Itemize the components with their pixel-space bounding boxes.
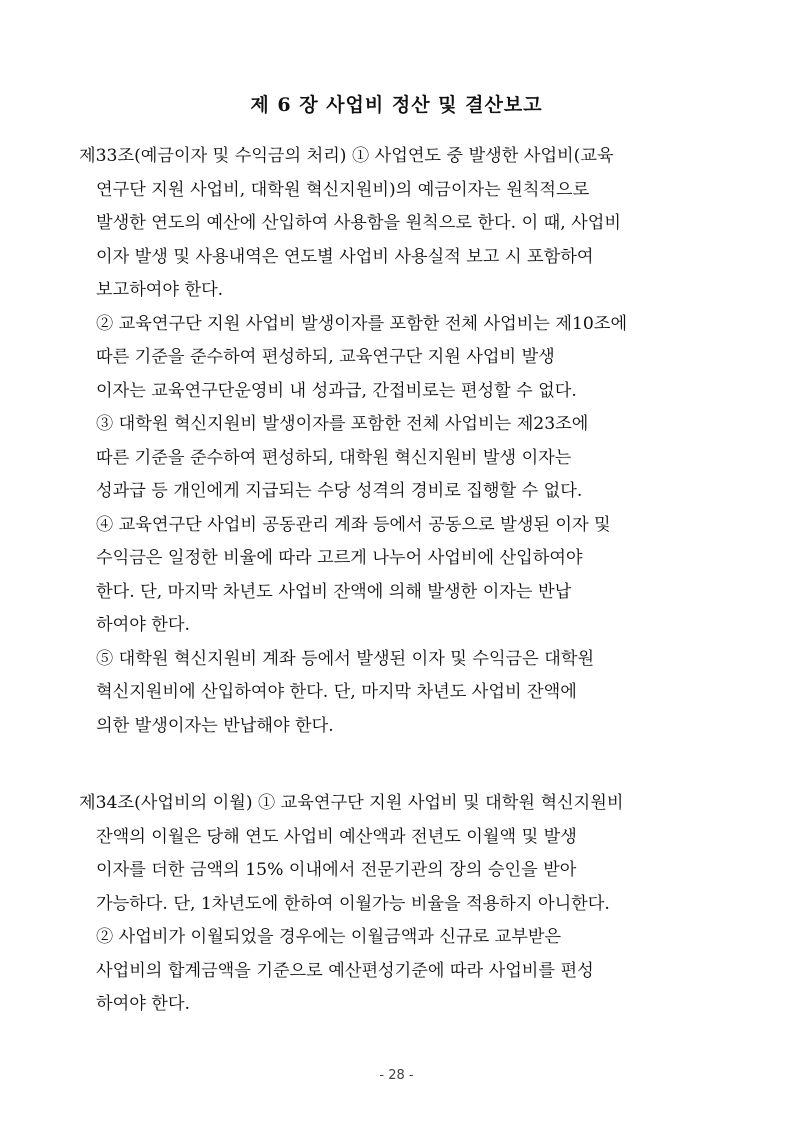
article-33-line: 제33조(예금이자 및 수익금의 처리) ① 사업연도 중 발생한 사업비(교육: [79, 146, 614, 166]
article-33: [79, 140, 725, 743]
page-number: - 28 -: [379, 1068, 414, 1083]
article-33-line: 보고하여야 한다.: [96, 280, 224, 300]
article-34-line: 사업비의 합계금액을 기준으로 예산편성기준에 따라 사업비를 편성: [96, 960, 594, 981]
article-33-line: 하여야 한다.: [96, 615, 190, 635]
article-33-line: 이자 발생 및 사용내역은 연도별 사업비 사용실적 보고 시 포함하여: [96, 246, 594, 267]
article-34-line: 하여야 한다.: [96, 994, 190, 1014]
article-33-line: 한다. 단, 마지막 차년도 사업비 잔액에 의해 발생한 이자는 반납: [96, 581, 572, 602]
article-33-line: 수익금은 일정한 비율에 따라 고르게 나누어 사업비에 산입하여야: [96, 548, 583, 568]
article-33-line: ⑤ 대학원 혁신지원비 계좌 등에서 발생된 이자 및 수익금은 대학원: [96, 648, 595, 669]
article-34-line: 가능하다. 단, 1차년도에 한하여 이월가능 비율을 적용하지 아니한다.: [96, 893, 610, 914]
article-33-line: ③ 대학원 혁신지원비 발생이자를 포함한 전체 사업비는 제23조에: [96, 414, 589, 434]
article-33-line: 연구단 지원 사업비, 대학원 혁신지원비)의 예금이자는 원칙적으로: [96, 179, 590, 200]
article-33-line: 의한 발생이자는 반납해야 한다.: [96, 715, 334, 736]
article-34-line: 제34조(사업비의 이월) ① 교육연구단 지원 사업비 및 대학원 혁신지원비: [79, 793, 624, 813]
article-34: [79, 787, 725, 1022]
article-33-line: 성과급 등 개인에게 지급되는 수당 성격의 경비로 집행할 수 없다.: [96, 481, 583, 501]
article-33-line: 혁신지원비에 산입하여야 한다. 단, 마지막 차년도 사업비 잔액에: [96, 682, 577, 702]
article-34-line: 잔액의 이월은 당해 연도 사업비 예산액과 전년도 이월액 및 발생: [96, 826, 577, 847]
chapter-title: 제 6 장 사업비 정산 및 결산보고: [250, 94, 543, 116]
article-33-line: 발생한 연도의 예산에 산입하여 사용함을 원칙으로 한다. 이 때, 사업비: [96, 213, 621, 233]
article-33-line: 이자는 교육연구단운영비 내 성과급, 간접비로는 편성할 수 없다.: [96, 380, 577, 401]
article-34-line: 이자를 더한 금액의 15% 이내에서 전문기관의 장의 승인을 받아: [96, 860, 577, 880]
article-33-line: 따른 기준을 준수하여 편성하되, 대학원 혁신지원비 발생 이자는: [96, 447, 572, 468]
article-33-line: ④ 교육연구단 사업비 공동관리 계좌 등에서 공동으로 발생된 이자 및: [96, 514, 611, 535]
article-34-line: ② 사업비가 이월되었을 경우에는 이월금액과 신규로 교부받은: [96, 927, 562, 947]
article-33-line: 따른 기준을 준수하여 편성하되, 교육연구단 지원 사업비 발생: [96, 347, 555, 367]
article-33-line: ② 교육연구단 지원 사업비 발생이자를 포함한 전체 사업비는 제10조에: [96, 313, 628, 334]
